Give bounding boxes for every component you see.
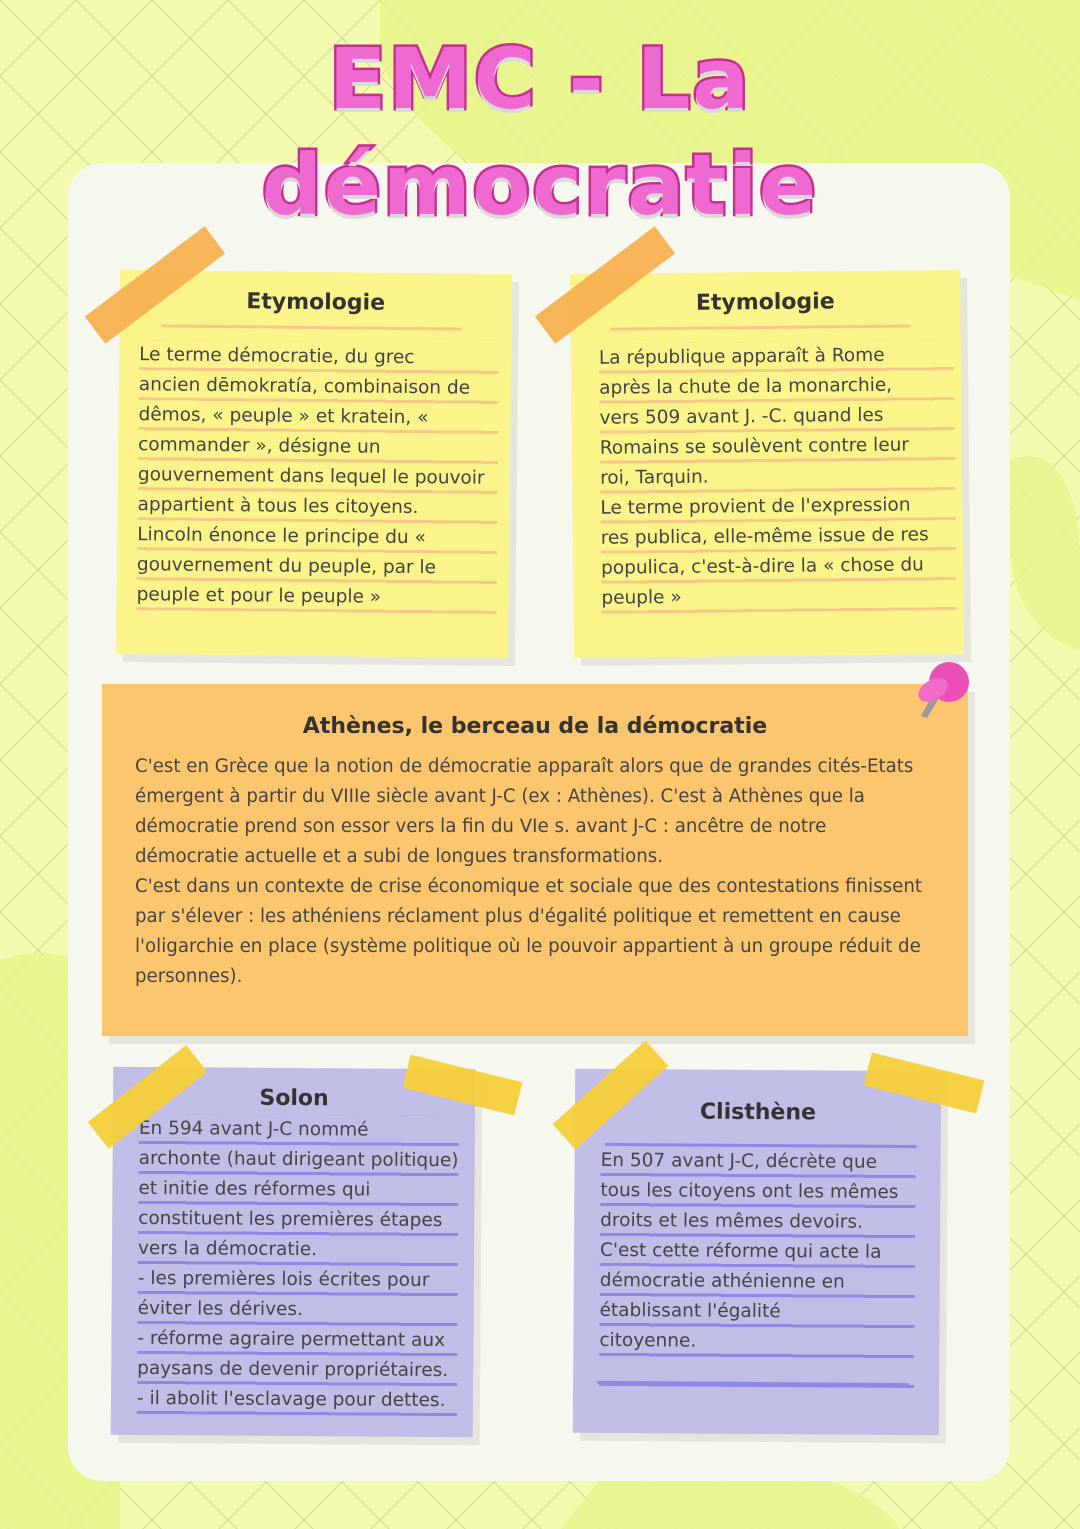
- note-heading: Solon: [259, 1085, 329, 1112]
- etymologie-note-left: [116, 270, 512, 658]
- page-title-line1: EMC - La: [328, 30, 752, 128]
- note-heading: Etymologie: [695, 289, 835, 316]
- note-text: La république apparaît à Rome après la chute de la monarchie, vers 509 avant J. -C. quand les Romains se soulèvent contre leur roi, Tarquin. Le terme provient de l'expression res publica, elle-même issue de res populica, c'est-à-dire la « chose du peuple »: [599, 340, 957, 614]
- heading-divider: [161, 324, 461, 330]
- note-text: En 594 avant J-C nommé archonte (haut dirigeant politique) et initie des réformes qui constituent les premières étapes vers la démocratie. - les premières lois écrites pour éviter les dérives. - réforme agraire permettant aux paysans de devenir propriétaires. - il abolit l'esclavage pour dettes.: [137, 1114, 459, 1416]
- solon-note: [111, 1067, 476, 1438]
- note-heading: Etymologie: [246, 289, 386, 316]
- note-text: Le terme démocratie, du grec ancien dēmokratía, combinaison de dêmos, « peuple » et kratein, « commander », désigne un gouvernement dans lequel le pouvoir appartient à tous les citoyens. Lincoln énonce le principe du « gouvernement du peuple, par le peuple et pour le peuple »: [136, 340, 499, 614]
- athenes-note: [102, 684, 968, 1036]
- page-title-line2: démocratie: [261, 136, 819, 234]
- pushpin-icon: [905, 652, 975, 722]
- heading-divider: [611, 324, 911, 330]
- clisthene-note: [573, 1069, 942, 1436]
- note-heading: Clisthène: [699, 1099, 817, 1126]
- note-heading: Athènes, le berceau de la démocratie: [302, 714, 768, 739]
- note-text: C'est en Grèce que la notion de démocratie apparaît alors que de grandes cités-Etats émergent à partir du VIIIe siècle avant J-C (ex : Athènes). C'est à Athènes que la démocratie prend son essor vers la fin du VIe s. avant J-C : ancêtre de notre démocratie actuelle et a subi de longues transformations. C'est dans un contexte de crise économique et sociale que des contestations finissent par s'élever : les athéniens réclament plus d'égalité politique et remettent en cause l'oligarchie en place (système politique où le pouvoir appartient à un groupe réduit de personnes).: [135, 756, 922, 987]
- note-text: En 507 avant J-C, décrète que tous les citoyens ont les mêmes droits et les mêmes devoirs. C'est cette réforme qui acte la démocratie athénienne en établissant l'égalité citoyenne.: [599, 1146, 916, 1388]
- etymologie-note-right: [570, 270, 964, 658]
